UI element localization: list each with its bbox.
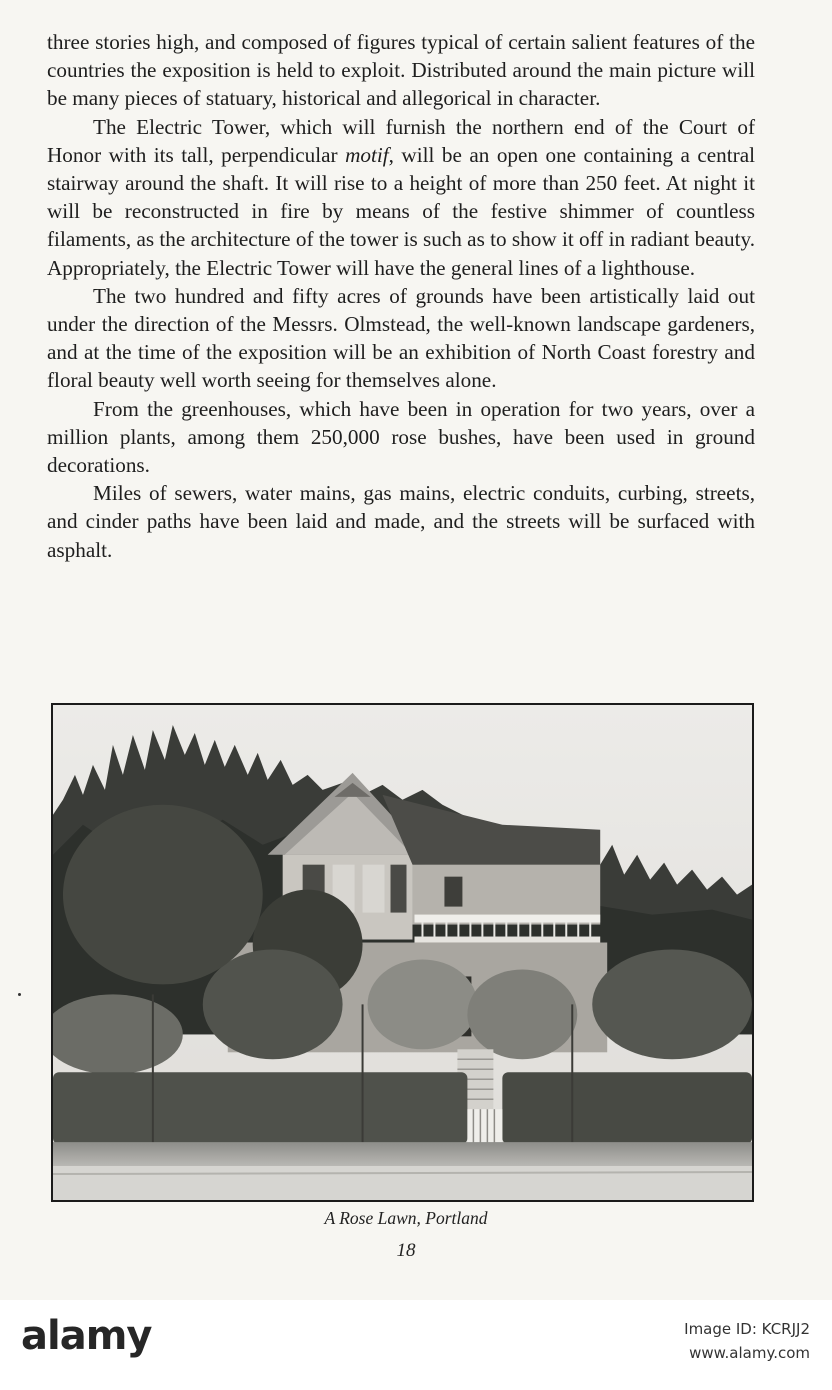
paragraph-text: The Electric Tower, which will furnish the northern end of the Court of Honor with its tall, perpendicular <box>47 114 755 167</box>
photo-caption: A Rose Lawn, Portland <box>324 1208 488 1228</box>
image-id-label: Image ID: KCRJJ2 <box>684 1320 810 1338</box>
body-text <box>47 28 755 564</box>
page-number: 18 <box>396 1240 416 1261</box>
photo-illustration <box>53 705 752 1200</box>
paragraph-text: The two hundred and fifty acres of grounds have been artistically laid out under the direction of the Messrs. Olmstead, the well-known landscape gardeners, and at the time of the exposition will be an exhibition of North Coast forestry and floral beauty well worth seeing for themselves alone. <box>47 283 755 393</box>
paragraph-text: From the greenhouses, which have been in operation for two years, over a million plants, among them 250,000 rose bushes, have been used in ground decorations. <box>47 396 755 478</box>
paragraph-text: Miles of sewers, water mains, gas mains, electric conduits, curbing, streets, and cinder paths have been laid and made, and the streets will be surfaced with asphalt. <box>47 481 755 562</box>
paragraph-1 <box>47 28 755 113</box>
site-url: www.alamy.com <box>689 1344 810 1362</box>
house-photograph <box>51 703 754 1202</box>
italic-motif: motif <box>345 142 389 167</box>
paragraph-text: , will be an open one containing a central stairway around the shaft. It will rise to a height of more than 250 feet. At night it will be reconstructed in fire by means of the festive shimmer of countless filaments, as the architecture of the tower is such as to show it off in radiant beauty. Appropriately, the Electric Tower will have the general lines of a lighthouse. <box>47 142 756 280</box>
alamy-logo: alamy <box>21 1313 152 1359</box>
paragraph-4 <box>47 395 755 480</box>
paragraph-2 <box>47 113 755 282</box>
paragraph-text: three stories high, and composed of figures typical of certain salient features of the countries the exposition is held to exploit. Distributed around the main picture will be many pieces of statuary, historical and allegorical in character. <box>47 30 755 111</box>
watermark-footer <box>0 1300 832 1390</box>
paragraph-3 <box>47 282 755 395</box>
margin-speck <box>18 993 21 996</box>
paragraph-5 <box>47 479 755 564</box>
